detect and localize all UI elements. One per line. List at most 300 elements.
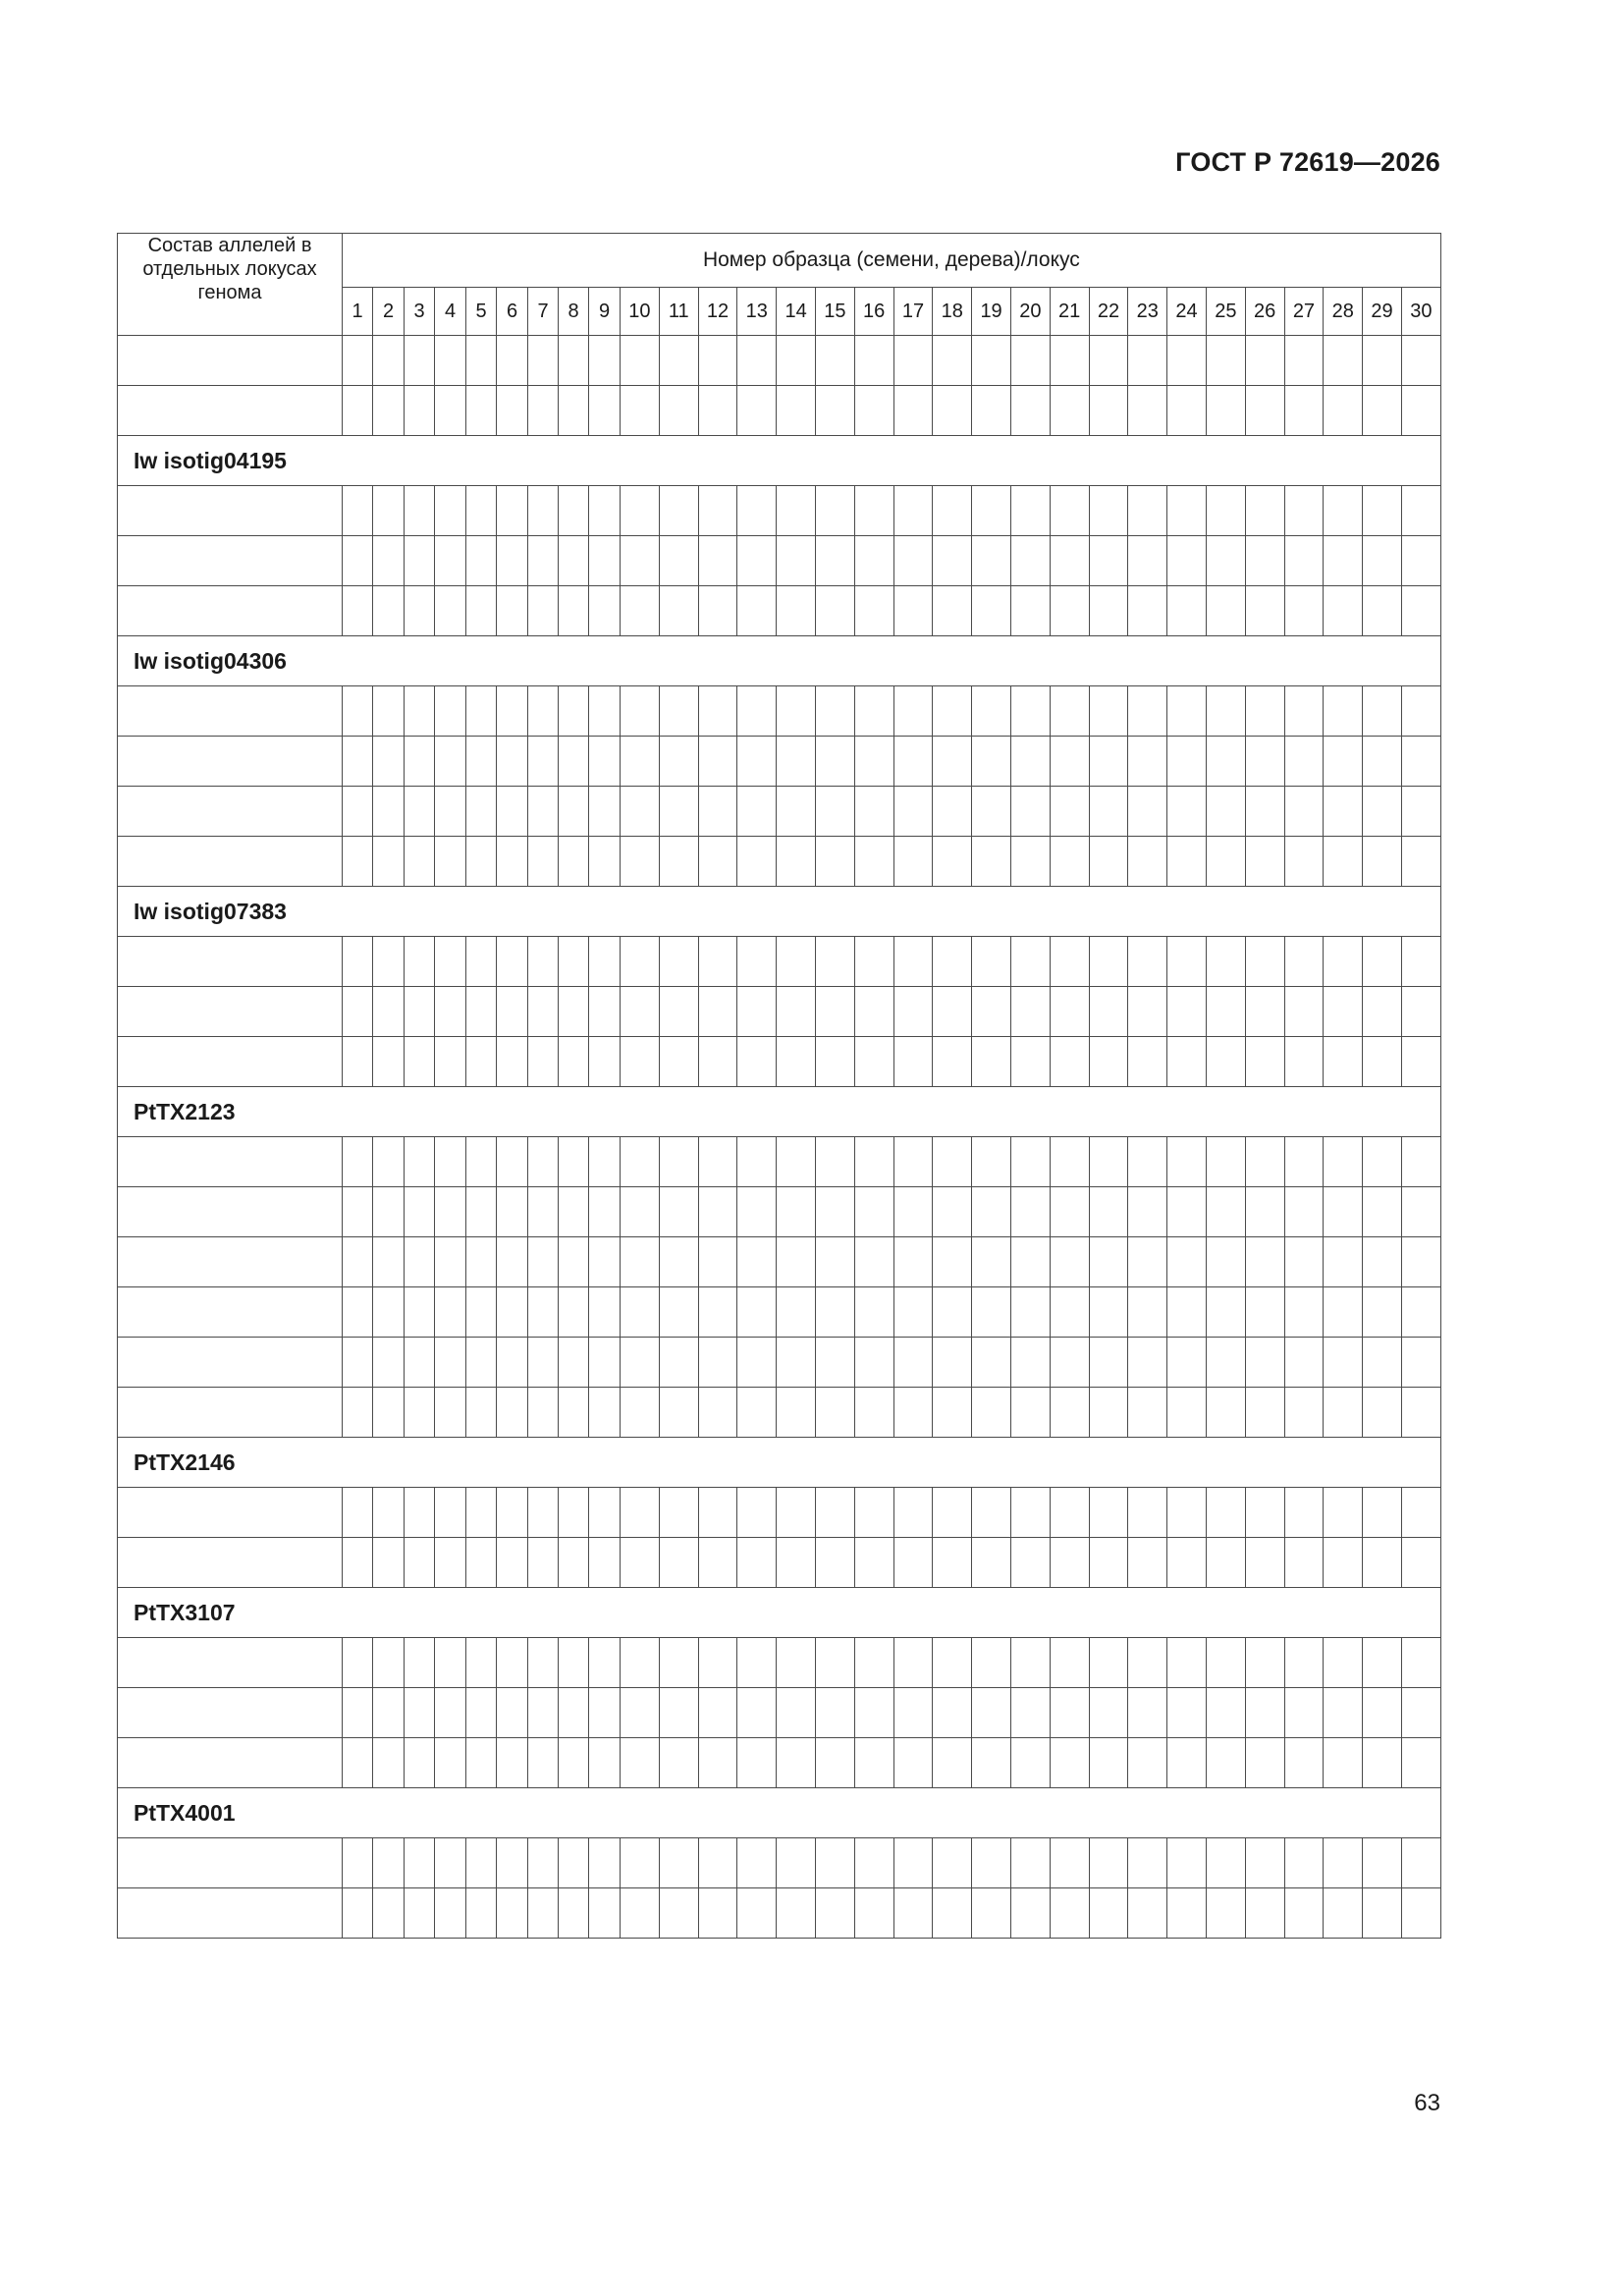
sample-cell xyxy=(343,837,373,887)
sample-cell xyxy=(343,1738,373,1788)
column-number: 27 xyxy=(1284,288,1324,336)
allele-cell xyxy=(118,1237,343,1287)
sample-cell xyxy=(466,1838,497,1888)
sample-cell xyxy=(1128,1638,1167,1688)
sample-cell xyxy=(589,1888,621,1939)
sample-cell xyxy=(435,1488,466,1538)
sample-cell xyxy=(698,1838,737,1888)
sample-cell xyxy=(815,336,854,386)
sample-cell xyxy=(933,1738,972,1788)
sample-cell xyxy=(528,486,559,536)
sample-cell xyxy=(373,1388,405,1438)
locus-section-row xyxy=(118,887,1441,937)
sample-cell xyxy=(1010,686,1050,737)
sample-cell xyxy=(1363,737,1402,787)
sample-cell xyxy=(1167,1638,1207,1688)
sample-cell xyxy=(559,737,589,787)
sample-cell xyxy=(1089,536,1128,586)
sample-cell xyxy=(893,1688,933,1738)
sample-cell xyxy=(659,1187,698,1237)
sample-cell xyxy=(933,1538,972,1588)
sample-cell xyxy=(1324,1738,1363,1788)
sample-cell xyxy=(972,536,1011,586)
sample-cell xyxy=(466,1287,497,1338)
sample-cell xyxy=(528,1037,559,1087)
sample-cell xyxy=(659,987,698,1037)
sample-cell xyxy=(405,686,435,737)
sample-cell xyxy=(528,1488,559,1538)
sample-cell xyxy=(405,1638,435,1688)
sample-cell xyxy=(893,937,933,987)
sample-cell xyxy=(435,1338,466,1388)
sample-cell xyxy=(854,837,893,887)
table-row xyxy=(118,1488,1441,1538)
sample-cell xyxy=(698,1488,737,1538)
sample-cell xyxy=(559,1488,589,1538)
sample-cell xyxy=(497,1538,528,1588)
sample-cell xyxy=(1167,787,1207,837)
allele-cell xyxy=(118,1638,343,1688)
sample-cell xyxy=(1089,937,1128,987)
column-number: 26 xyxy=(1245,288,1284,336)
sample-cell xyxy=(1050,837,1089,887)
sample-cell xyxy=(777,336,816,386)
sample-cell xyxy=(621,1187,660,1237)
sample-cell xyxy=(815,1688,854,1738)
sample-cell xyxy=(1284,737,1324,787)
sample-cell xyxy=(1324,486,1363,536)
sample-cell xyxy=(1245,1638,1284,1688)
allele-cell xyxy=(118,1388,343,1438)
sample-cell xyxy=(589,737,621,787)
sample-cell xyxy=(1401,486,1440,536)
sample-cell xyxy=(893,1538,933,1588)
sample-cell xyxy=(589,1638,621,1688)
sample-cell xyxy=(1010,1738,1050,1788)
table-row xyxy=(118,1237,1441,1287)
sample-cell xyxy=(1010,1888,1050,1939)
table-row xyxy=(118,1538,1441,1588)
sample-cell xyxy=(972,1488,1011,1538)
sample-cell xyxy=(972,1538,1011,1588)
table-row xyxy=(118,837,1441,887)
sample-cell xyxy=(698,1688,737,1738)
sample-cell xyxy=(621,1688,660,1738)
sample-cell xyxy=(1128,1137,1167,1187)
sample-cell xyxy=(373,1838,405,1888)
sample-cell xyxy=(1206,837,1245,887)
sample-cell xyxy=(1363,837,1402,887)
sample-cell xyxy=(621,386,660,436)
sample-cell xyxy=(659,1488,698,1538)
sample-cell xyxy=(1245,1287,1284,1338)
sample-cell xyxy=(373,586,405,636)
sample-cell xyxy=(1363,987,1402,1037)
sample-cell xyxy=(621,336,660,386)
sample-cell xyxy=(1324,1638,1363,1688)
sample-cell xyxy=(1245,1137,1284,1187)
sample-cell xyxy=(343,1137,373,1187)
allele-cell xyxy=(118,1838,343,1888)
sample-cell xyxy=(466,1187,497,1237)
sample-cell xyxy=(933,787,972,837)
sample-cell xyxy=(737,737,777,787)
table-row xyxy=(118,1037,1441,1087)
sample-cell xyxy=(497,536,528,586)
sample-cell xyxy=(815,1287,854,1338)
sample-cell xyxy=(1128,586,1167,636)
sample-cell xyxy=(777,1488,816,1538)
sample-cell xyxy=(435,737,466,787)
sample-cell xyxy=(589,1838,621,1888)
sample-cell xyxy=(659,1838,698,1888)
sample-cell xyxy=(698,1338,737,1388)
locus-name: PtTX4001 xyxy=(118,1788,1441,1838)
allele-cell xyxy=(118,1037,343,1087)
sample-cell xyxy=(1206,686,1245,737)
sample-cell xyxy=(343,686,373,737)
sample-cell xyxy=(1050,1237,1089,1287)
sample-cell xyxy=(659,1888,698,1939)
sample-cell xyxy=(1010,937,1050,987)
sample-cell xyxy=(854,1237,893,1287)
sample-cell xyxy=(659,386,698,436)
sample-number-header: Номер образца (семени, дерева)/локус xyxy=(343,234,1441,288)
sample-cell xyxy=(972,1388,1011,1438)
sample-cell xyxy=(343,1888,373,1939)
sample-cell xyxy=(1167,1738,1207,1788)
table-row xyxy=(118,1187,1441,1237)
sample-cell xyxy=(373,536,405,586)
sample-cell xyxy=(528,737,559,787)
sample-cell xyxy=(1363,1538,1402,1588)
sample-cell xyxy=(621,1338,660,1388)
table-row xyxy=(118,336,1441,386)
sample-cell xyxy=(815,536,854,586)
sample-cell xyxy=(933,386,972,436)
sample-cell xyxy=(435,1037,466,1087)
sample-cell xyxy=(893,1838,933,1888)
sample-cell xyxy=(737,937,777,987)
sample-cell xyxy=(1363,1237,1402,1287)
sample-cell xyxy=(698,987,737,1037)
sample-cell xyxy=(497,1388,528,1438)
sample-cell xyxy=(405,386,435,436)
sample-cell xyxy=(1128,987,1167,1037)
sample-cell xyxy=(1128,787,1167,837)
sample-cell xyxy=(435,1287,466,1338)
sample-cell xyxy=(1050,787,1089,837)
sample-cell xyxy=(1245,737,1284,787)
sample-cell xyxy=(1089,1037,1128,1087)
sample-cell xyxy=(1050,1037,1089,1087)
sample-cell xyxy=(1167,1838,1207,1888)
sample-cell xyxy=(528,1538,559,1588)
sample-cell xyxy=(1010,486,1050,536)
sample-cell xyxy=(854,586,893,636)
sample-cell xyxy=(528,386,559,436)
sample-cell xyxy=(343,536,373,586)
sample-cell xyxy=(466,386,497,436)
sample-cell xyxy=(497,1638,528,1688)
sample-cell xyxy=(933,336,972,386)
sample-cell xyxy=(972,1638,1011,1688)
sample-cell xyxy=(405,1688,435,1738)
sample-cell xyxy=(1167,1888,1207,1939)
table-row xyxy=(118,1137,1441,1187)
sample-cell xyxy=(972,1338,1011,1388)
sample-cell xyxy=(559,1187,589,1237)
sample-cell xyxy=(1206,1888,1245,1939)
sample-cell xyxy=(1324,737,1363,787)
sample-cell xyxy=(373,1287,405,1338)
sample-cell xyxy=(435,1838,466,1888)
allele-cell xyxy=(118,837,343,887)
table-row xyxy=(118,987,1441,1037)
sample-cell xyxy=(1089,1237,1128,1287)
sample-cell xyxy=(1324,1037,1363,1087)
sample-cell xyxy=(589,937,621,987)
sample-cell xyxy=(893,1338,933,1388)
column-number: 24 xyxy=(1167,288,1207,336)
sample-cell xyxy=(1401,737,1440,787)
sample-cell xyxy=(972,1237,1011,1287)
sample-cell xyxy=(1050,686,1089,737)
sample-cell xyxy=(1010,1137,1050,1187)
locus-section-row xyxy=(118,1087,1441,1137)
allele-cell xyxy=(118,336,343,386)
sample-cell xyxy=(373,1338,405,1388)
sample-cell xyxy=(1401,1137,1440,1187)
sample-cell xyxy=(1050,1838,1089,1888)
sample-cell xyxy=(698,486,737,536)
sample-cell xyxy=(1284,1838,1324,1888)
sample-cell xyxy=(373,737,405,787)
sample-cell xyxy=(1401,386,1440,436)
sample-cell xyxy=(1010,1638,1050,1688)
sample-cell xyxy=(497,336,528,386)
sample-cell xyxy=(854,1338,893,1388)
sample-cell xyxy=(1050,486,1089,536)
sample-cell xyxy=(972,1287,1011,1338)
sample-cell xyxy=(659,486,698,536)
sample-cell xyxy=(1206,1488,1245,1538)
sample-cell xyxy=(815,1538,854,1588)
sample-cell xyxy=(1245,1688,1284,1738)
sample-cell xyxy=(972,686,1011,737)
column-number: 19 xyxy=(972,288,1011,336)
sample-cell xyxy=(466,1888,497,1939)
sample-cell xyxy=(1245,1187,1284,1237)
sample-cell xyxy=(1284,1137,1324,1187)
sample-cell xyxy=(698,1287,737,1338)
sample-cell xyxy=(815,386,854,436)
column-number: 17 xyxy=(893,288,933,336)
sample-cell xyxy=(528,787,559,837)
sample-cell xyxy=(1089,1838,1128,1888)
sample-cell xyxy=(466,787,497,837)
allele-cell xyxy=(118,536,343,586)
sample-cell xyxy=(589,787,621,837)
sample-cell xyxy=(1206,586,1245,636)
sample-cell xyxy=(373,1037,405,1087)
sample-cell xyxy=(1128,937,1167,987)
sample-cell xyxy=(589,837,621,887)
sample-cell xyxy=(621,1538,660,1588)
sample-cell xyxy=(1206,1538,1245,1588)
column-number: 4 xyxy=(435,288,466,336)
sample-cell xyxy=(854,987,893,1037)
sample-cell xyxy=(815,987,854,1037)
sample-cell xyxy=(466,1137,497,1187)
sample-cell xyxy=(1284,486,1324,536)
sample-cell xyxy=(698,737,737,787)
sample-cell xyxy=(777,1638,816,1688)
sample-cell xyxy=(528,1838,559,1888)
column-number: 3 xyxy=(405,288,435,336)
sample-cell xyxy=(1363,1137,1402,1187)
sample-cell xyxy=(435,987,466,1037)
sample-cell xyxy=(466,1488,497,1538)
sample-cell xyxy=(497,1137,528,1187)
sample-cell xyxy=(1050,1638,1089,1688)
column-number: 29 xyxy=(1363,288,1402,336)
sample-cell xyxy=(659,1287,698,1338)
sample-cell xyxy=(621,1287,660,1338)
table-row xyxy=(118,1738,1441,1788)
sample-cell xyxy=(972,1888,1011,1939)
sample-cell xyxy=(435,787,466,837)
sample-cell xyxy=(698,386,737,436)
sample-cell xyxy=(854,386,893,436)
sample-cell xyxy=(343,737,373,787)
sample-cell xyxy=(373,1888,405,1939)
sample-cell xyxy=(466,737,497,787)
allele-cell xyxy=(118,1338,343,1388)
sample-cell xyxy=(1206,1638,1245,1688)
sample-cell xyxy=(659,937,698,987)
sample-cell xyxy=(497,987,528,1037)
sample-cell xyxy=(1284,336,1324,386)
sample-cell xyxy=(435,486,466,536)
sample-cell xyxy=(1050,1287,1089,1338)
sample-cell xyxy=(466,1738,497,1788)
sample-cell xyxy=(737,787,777,837)
sample-cell xyxy=(972,937,1011,987)
sample-cell xyxy=(893,1638,933,1688)
sample-cell xyxy=(737,987,777,1037)
locus-name: Iw isotig04306 xyxy=(118,636,1441,686)
sample-cell xyxy=(854,1738,893,1788)
sample-cell xyxy=(1324,686,1363,737)
sample-cell xyxy=(1010,1388,1050,1438)
sample-cell xyxy=(1363,1738,1402,1788)
sample-cell xyxy=(1050,987,1089,1037)
sample-cell xyxy=(1324,1237,1363,1287)
sample-cell xyxy=(559,1738,589,1788)
sample-cell xyxy=(621,737,660,787)
sample-cell xyxy=(435,536,466,586)
sample-cell xyxy=(1401,1838,1440,1888)
sample-cell xyxy=(737,1187,777,1237)
sample-cell xyxy=(1050,1738,1089,1788)
column-number: 20 xyxy=(1010,288,1050,336)
sample-cell xyxy=(737,1838,777,1888)
sample-cell xyxy=(621,1638,660,1688)
sample-cell xyxy=(1206,1037,1245,1087)
table-row xyxy=(118,1338,1441,1388)
sample-cell xyxy=(466,486,497,536)
sample-cell xyxy=(1128,1287,1167,1338)
sample-cell xyxy=(933,586,972,636)
sample-cell xyxy=(1245,1388,1284,1438)
sample-cell xyxy=(1128,1738,1167,1788)
sample-cell xyxy=(1167,1237,1207,1287)
sample-cell xyxy=(1284,1187,1324,1237)
sample-cell xyxy=(737,1037,777,1087)
sample-cell xyxy=(893,536,933,586)
sample-cell xyxy=(1363,937,1402,987)
sample-cell xyxy=(1050,386,1089,436)
sample-cell xyxy=(659,686,698,737)
sample-cell xyxy=(1401,336,1440,386)
sample-cell xyxy=(1167,1287,1207,1338)
column-number: 2 xyxy=(373,288,405,336)
sample-cell xyxy=(1050,1388,1089,1438)
sample-cell xyxy=(466,1638,497,1688)
table-row xyxy=(118,1638,1441,1688)
sample-cell xyxy=(373,1187,405,1237)
sample-cell xyxy=(1167,1338,1207,1388)
sample-cell xyxy=(1089,1688,1128,1738)
sample-cell xyxy=(1401,1638,1440,1688)
table-row xyxy=(118,1287,1441,1338)
sample-cell xyxy=(933,1037,972,1087)
sample-cell xyxy=(893,987,933,1037)
sample-cell xyxy=(497,1237,528,1287)
sample-cell xyxy=(933,1688,972,1738)
sample-cell xyxy=(343,1638,373,1688)
sample-cell xyxy=(1324,1287,1363,1338)
sample-cell xyxy=(893,1137,933,1187)
sample-cell xyxy=(405,1888,435,1939)
sample-cell xyxy=(1401,586,1440,636)
sample-cell xyxy=(589,1338,621,1388)
column-number: 15 xyxy=(815,288,854,336)
sample-cell xyxy=(777,1388,816,1438)
sample-cell xyxy=(1245,386,1284,436)
sample-cell xyxy=(1363,1037,1402,1087)
sample-cell xyxy=(1324,1688,1363,1738)
sample-cell xyxy=(777,787,816,837)
sample-cell xyxy=(1245,1037,1284,1087)
table-row xyxy=(118,1388,1441,1438)
sample-cell xyxy=(1401,1738,1440,1788)
sample-cell xyxy=(1363,686,1402,737)
sample-cell xyxy=(1401,837,1440,887)
sample-cell xyxy=(854,1037,893,1087)
sample-cell xyxy=(972,586,1011,636)
sample-cell xyxy=(1324,1888,1363,1939)
sample-cell xyxy=(343,1338,373,1388)
sample-cell xyxy=(435,1237,466,1287)
sample-cell xyxy=(972,486,1011,536)
sample-cell xyxy=(559,1037,589,1087)
sample-cell xyxy=(435,1187,466,1237)
allele-cell xyxy=(118,686,343,737)
sample-cell xyxy=(1324,536,1363,586)
sample-cell xyxy=(659,1037,698,1087)
